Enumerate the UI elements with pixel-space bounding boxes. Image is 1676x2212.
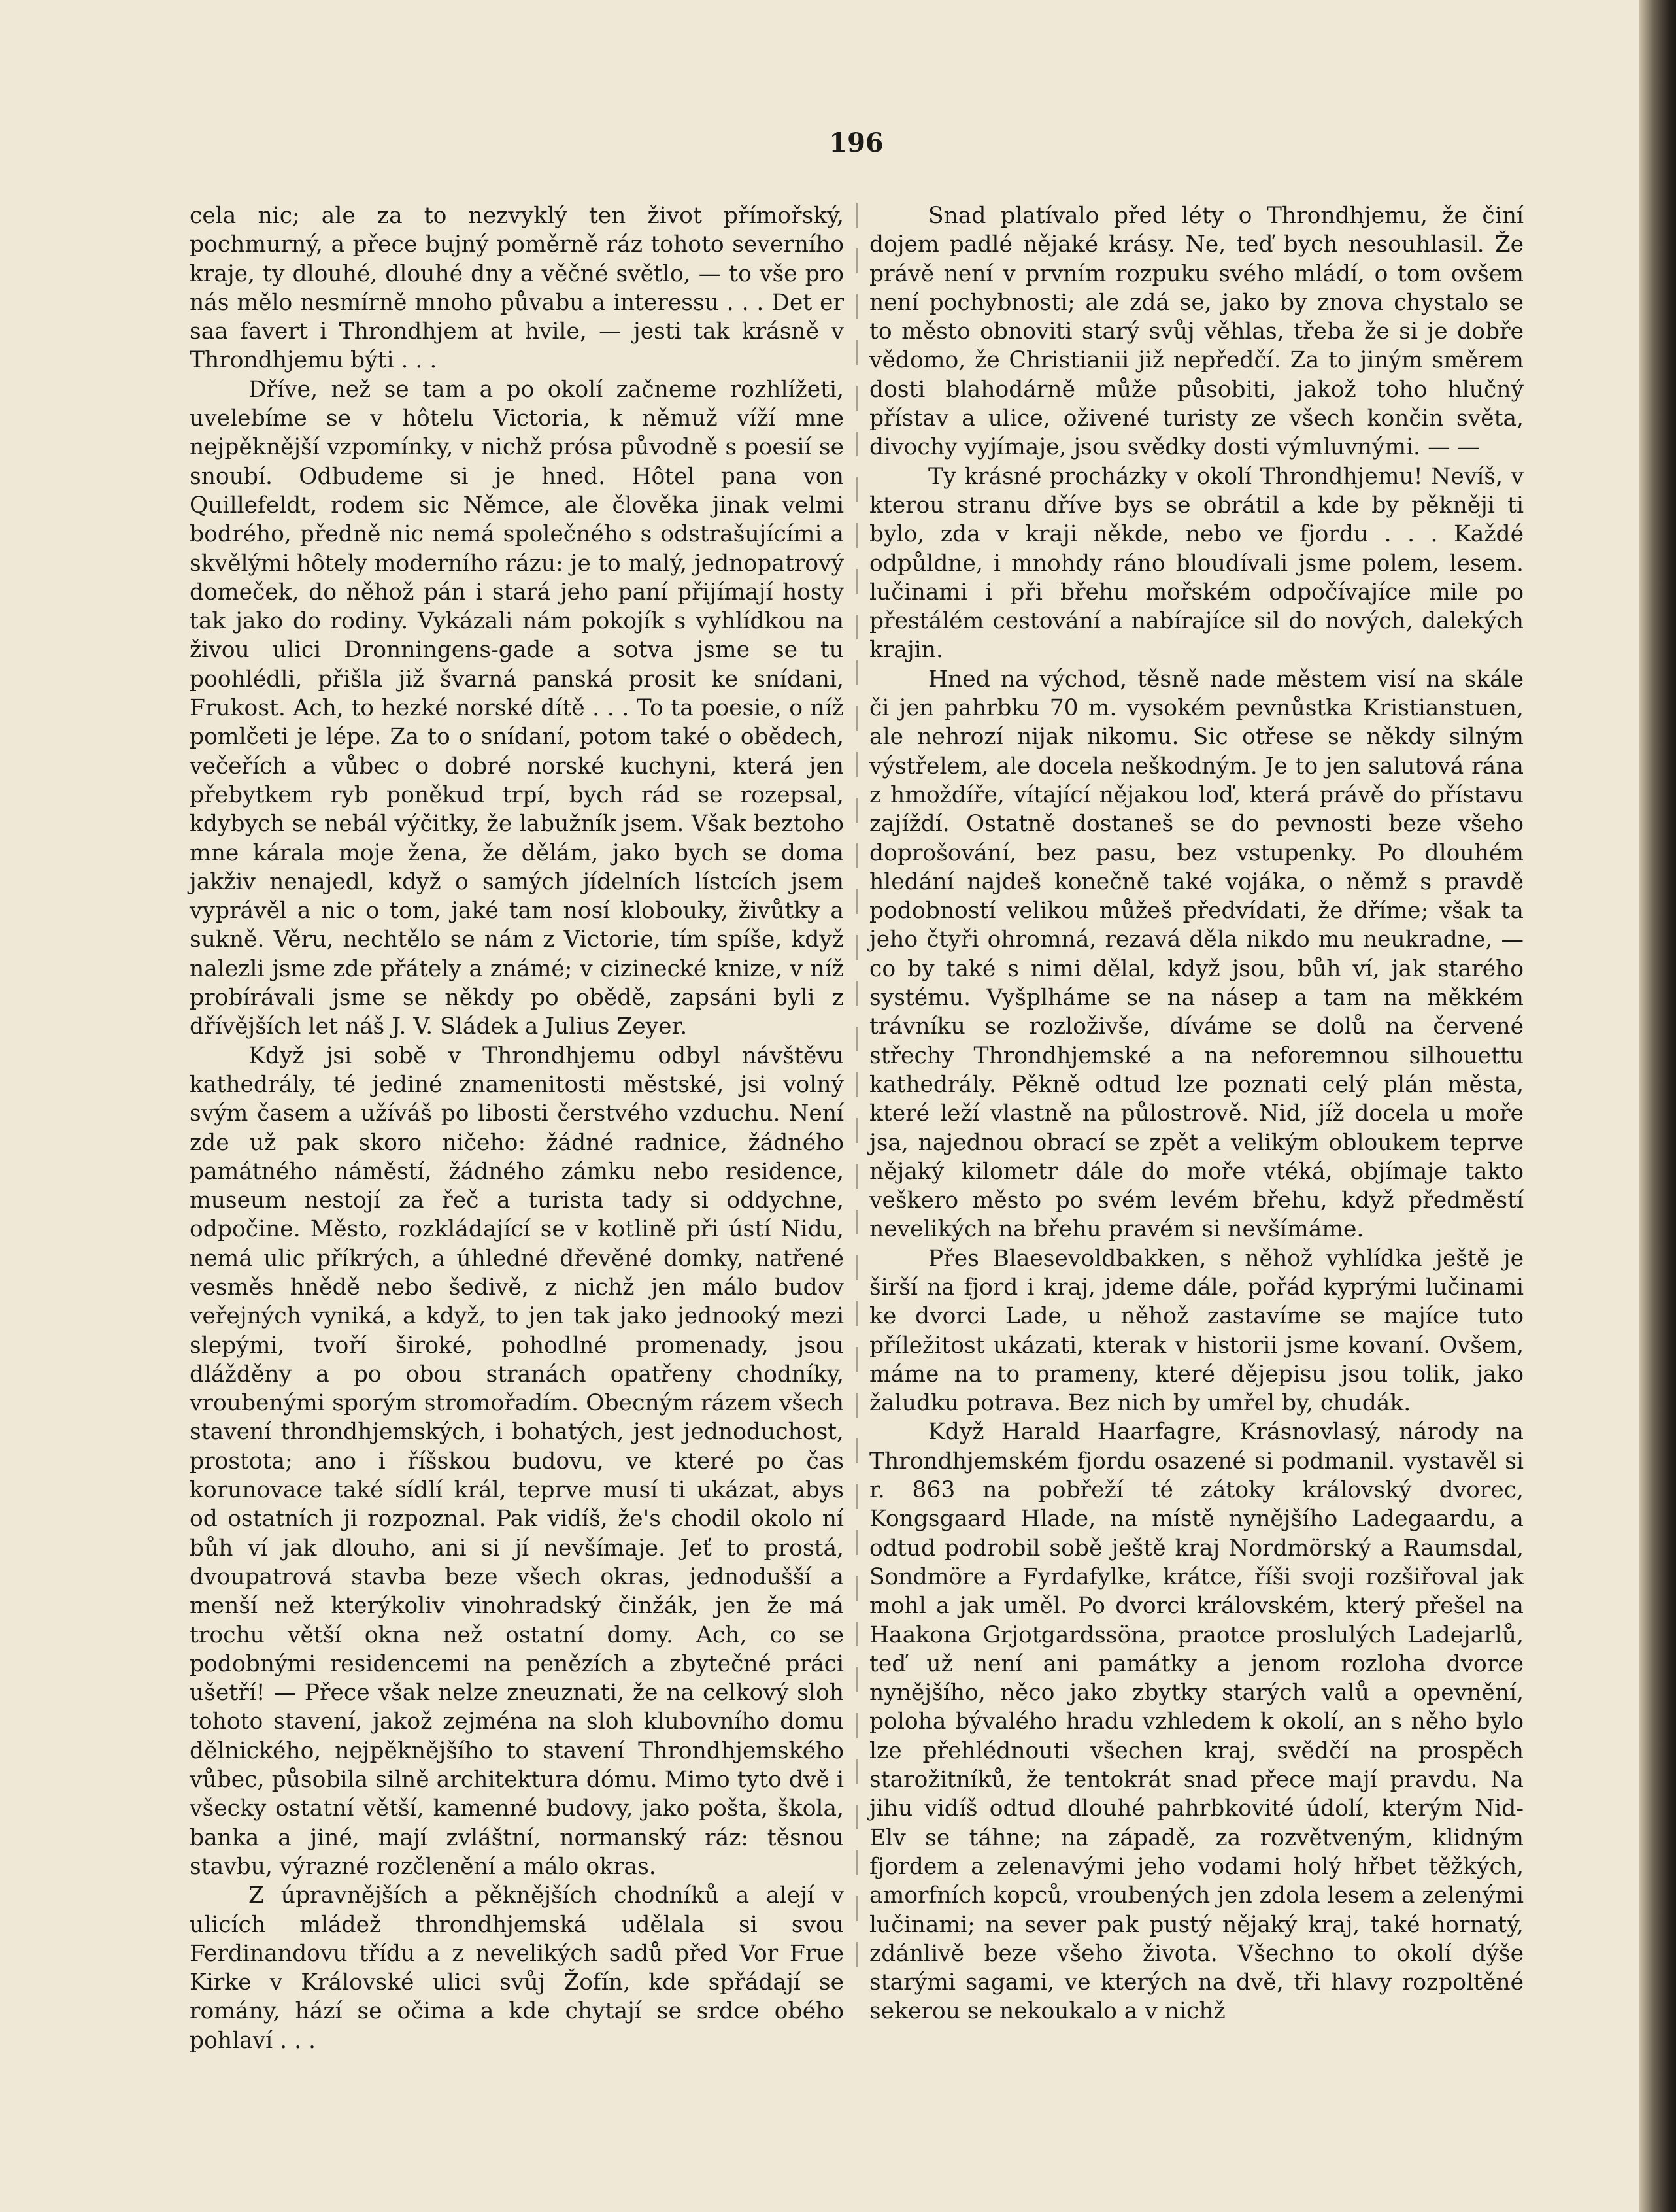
- paragraph: Když jsi sobě v Throndhjemu odbyl návštěvu kathedrály, té jediné znamenitosti městské, jsi volný svým časem a užíváš po libosti čerstvého vzduchu. Není zde už pak skoro ničeho: žádné radnice, žádného památného náměstí, žádného zámku nebo residence, museum nestojí za řeč a turista tady si oddychne, odpočine. Město, rozkládající se v kotlině při ústí Nidu, nemá ulic příkrých, a úhledné dřevěné domky, natřené vesměs hnědě nebo šedivě, z nichž jen málo budov veřejných vyniká, a když, to jen tak jako jednooký mezi slepými, tvoří široké, pohodlné promenady, jsou dlážděny a po obou stranách opatřeny chodníky, vroubenými sporým stromořadím. Obecným rázem všech stavení throndhjemských, i bohatých, jest jednoduchost, prostota; ano i říšskou budovu, ve které po čas korunovace také sídlí král, teprve musí ti ukázat, abys od ostatních ji rozpoznal. Pak vidíš, že's chodil okolo ní bůh ví jak dlouho, ani si jí nevšímaje. Jeť to prostá, dvoupatrová stavba beze všech okras, jednodušší a menší než kterýkoliv vinohradský činžák, jen že má trochu větší okna než ostatní domy. Ach, co se podobnými residencemi na penězích a zbytečné práci ušetří! — Přece však nelze zneuznati, že na celkový sloh tohoto stavení, jakož zejména na sloh klubovního domu dělnického, nejpěknějšího to stavení Throndhjemského vůbec, působila silně architektura dómu. Mimo tyto dvě i všecky ostatní větší, kamenné budovy, jako pošta, škola, banka a jiné, mají zvláštní, normanský ráz: těsnou stavbu, výrazné rozčlenění a málo okras.: [190, 1042, 844, 1880]
- paragraph: Ty krásné procházky v okolí Throndhjemu! Nevíš, v kterou stranu dříve bys se obrátil a kde by pěkněji ti bylo, zda v kraji někde, nebo ve fjordu . . . Každé odpůldne, i mnohdy ráno bloudívali jsme polem, lesem. lučinami i při břehu mořském odpočívajíce mile po přestálém cestování a nabírajíce sil do nových, dalekých krajin.: [869, 463, 1524, 664]
- paragraph: Z úpravnějších a pěknějších chodníků a alejí v ulicích mládež throndhjemská udělala si svou Ferdinandovu třídu a z nevelikých sadů před Vor Frue Kirke v Královské ulici svůj Žofín, kde spřádají se romány, hází se očima a kde chytají se srdce obého pohlaví . . .: [190, 1882, 844, 2054]
- paragraph: Hned na východ, těsně nade městem visí na skále či jen pahrbku 70 m. vysokém pevnůstka Kristianstuen, ale nehrozí nijak nikomu. Sic otřese se někdy silným výstřelem, ale docela neškodným. Je to jen salutová rána z hmoždíře, vítající nějakou loď, která právě do přístavu zajíždí. Ostatně dostaneš se do pevnosti beze všeho doprošování, bez pasu, bez vstupenky. Po dlouhém hledání najdeš konečně také vojáka, o němž s pravdě podobností velikou můžeš předvídati, že dříme; však ta jeho čtyři ohromná, rezavá děla nikdo mu neukradne, — co by také s nimi dělal, když jsou, bůh ví, jak starého systému. Vyšplháme se na násep a tam na měkkém trávníku se rozloživše, díváme se dolů na červené střechy Throndhjemské a na neforemnou silhouettu kathedrály. Pěkně odtud lze poznati celý plán města, které leží vlastně na půlostrově. Nid, jíž docela u moře jsa, najednou obrací se zpět a velikým obloukem teprve nějaký kilometr dále do moře vtéká, objímaje takto veškero město po svém levém břehu, když předměstí nevelikých na břehu pravém si nevšímáme.: [869, 666, 1524, 1243]
- paragraph: cela nic; ale za to nezvyklý ten život přímořský, pochmurný, a přece bujný poměrně ráz tohoto severního kraje, ty dlouhé, dlouhé dny a věčné světlo, — to vše pro nás mělo nesmírně mnoho půvabu a interessu . . . Det er saa favert i Throndhjem at hvile, — jesti tak krásně v Throndhjemu býti . . .: [190, 203, 844, 374]
- paragraph: Když Harald Haarfagre, Krásnovlasý, národy na Throndhjemském fjordu osazené si podmanil. vystavěl si r. 863 na pobřeží té zátoky královský dvorec, Kongsgaard Hlade, na místě nynějšího Ladegaardu, a odtud podrobil sobě ještě kraj Nordmörský a Raumsdal, Sondmöre a Fyrdafylke, krátce, říši svoji rozšiřoval jak mohl a jak uměl. Po dvorci královském, který přešel na Haakona Grjotgardssöna, praotce proslulých Ladejarlů, teď už není ani památky a jenom rozloha dvorce nynějšího, něco jako zbytky starých valů a opevnění, poloha bývalého hradu vzhledem k okolí, an s něho bylo lze přehlédnouti všechen kraj, svědčí na prospěch starožitníků, že tentokrát snad přece mají pravdu. Na jihu vidíš odtud dlouhé pahrbkovité údolí, kterým Nid-Elv se táhne; na západě, za rozvětveným, klidným fjordem a zelenavými jeho vodami holý hřbet těžkých, amorfních kopců, vroubených jen zdola lesem a zelenými lučinami; na sever pak pustý nějaký kraj, také hornatý, zdánlivě beze všeho života. Všechno to okolí dýše starými sagami, ve kterých na dvě, tři hlavy rozpoltěné sekerou se nekoukalo a v nichž: [869, 1419, 1524, 2025]
- paragraph: Snad platívalo před léty o Throndhjemu, že činí dojem padlé nějaké krásy. Ne, teď bych nesouhlasil. Že právě není v prvním rozpuku svého mládí, o tom ovšem není pochybnosti; ale zdá se, jako by znova chystalo se to město obnoviti starý svůj věhlas, třeba že si je dobře vědomo, že Christianii již nepředčí. Za to jiným směrem dosti blahodárně může působiti, jakož toho hlučný přístav a ulice, oživené turisty ze všech končin světa, divochy vyjímaje, jsou svědky dosti výmluvnými. — —: [869, 203, 1524, 461]
- paragraph: Přes Blaesevoldbakken, s něhož vyhlídka ještě je širší na fjord i kraj, jdeme dále, pořád kyprými lučinami ke dvorci Lade, u něhož zastavíme se majíce tuto příležitost ukázati, kterak v historii jsme kovaní. Ovšem, máme na to prameny, které dějepisu jsou tolik, jako žaludku potrava. Bez nich by umřel by, chudák.: [869, 1245, 1524, 1417]
- right-column: [869, 201, 1524, 2026]
- book-spine-edge: [1639, 0, 1676, 2212]
- column-divider: [856, 203, 858, 1968]
- page-number: 196: [829, 128, 884, 158]
- paragraph: Dříve, než se tam a po okolí začneme rozhlížeti, uvelebíme se v hôtelu Victoria, k němuž víží mne nejpěknější vzpomínky, v nichž prósa původně s poesií se snoubí. Odbudeme si je hned. Hôtel pana von Quillefeldt, rodem sic Němce, ale člověka jinak velmi bodrého, předně nic nemá společného s odstrašujícími a skvělými hôtely moderního rázu: je to malý, jednopatrový domeček, do něhož pán i stará jeho paní přijímají hosty tak jako do rodiny. Vykázali nám pokojík s vyhlídkou na živou ulici Dronningens-gade a sotva jsme se tu poohlédli, přišla již švarná panská prosit ke snídani, Frukost. Ach, to hezké norské dítě . . . To ta poesie, o níž pomlčeti je lépe. Za to o snídaní, potom také o obědech, večeřích a vůbec o dobré norské kuchyni, která jen přebytkem ryb poněkud trpí, bych rád se rozepsal, kdybych se nebál výčitky, že labužník jsem. Však beztoho mne kárala moje žena, že dělám, jako bych se doma jakživ nenajedl, když o samých jídelních lístcích jsem vyprávěl a nic o tom, jaké tam nosí klobouky, živůtky a sukně. Věru, nechtělo se nám z Victorie, tím spíše, když nalezli jsme zde přátely a známé; v cizinecké knize, v níž probírávali jsme se někdy po obědě, zapsáni byli z dřívějších let náš J. V. Sládek a Julius Zeyer.: [190, 376, 844, 1040]
- left-column: [190, 201, 844, 2055]
